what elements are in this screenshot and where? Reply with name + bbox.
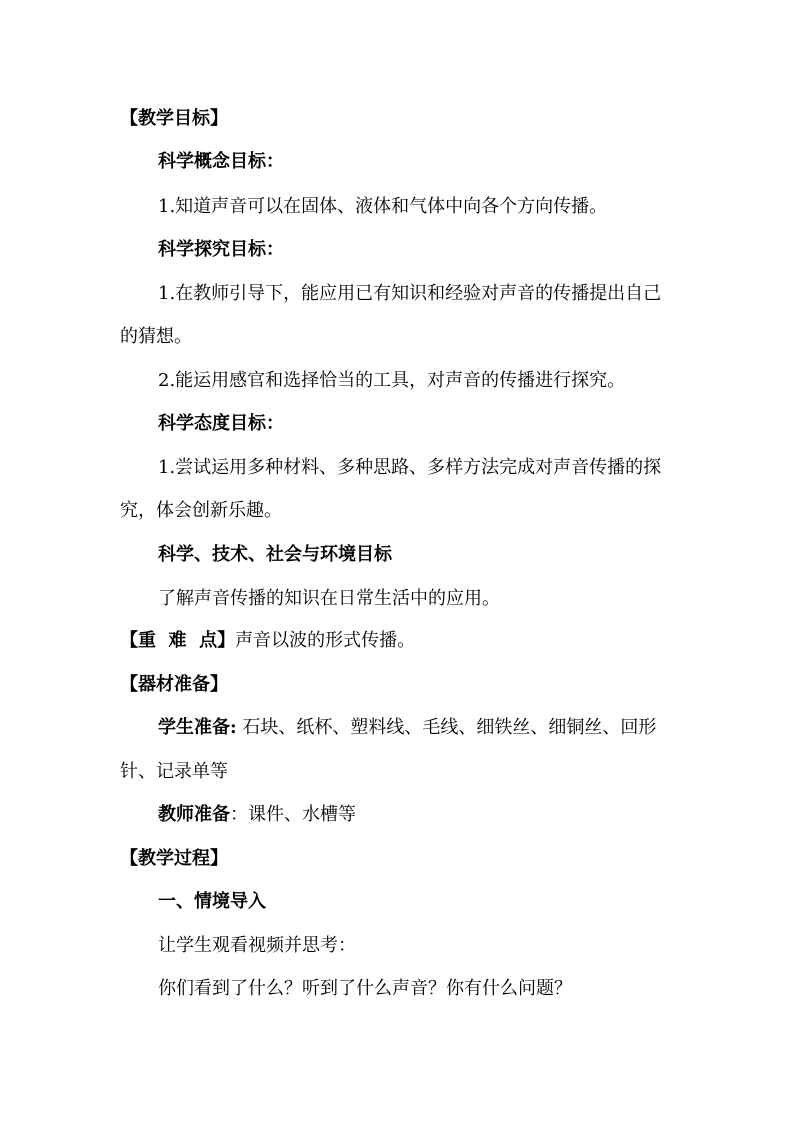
teacher-materials (158, 803, 356, 827)
inquiry-goal-item-1-line-2: 的猜想。 (120, 326, 192, 347)
attitude-goal-title: 科学态度目标： (158, 413, 284, 434)
heading-materials: 【器材准备】 (120, 674, 228, 695)
step-1-title: 一、情境导入 (158, 891, 266, 912)
inquiry-goal-item-2: 2.能运用感官和选择恰当的工具，对声音的传播进行探究。 (158, 370, 626, 391)
heading-teaching-process: 【教学过程】 (120, 848, 228, 869)
stse-goal-text: 了解声音传播的知识在日常生活中的应用。 (158, 588, 500, 609)
step-1-prompt: 让学生观看视频并思考： (158, 935, 356, 956)
key-difficult-point (120, 629, 415, 653)
student-materials-line-1 (158, 716, 656, 740)
key-difficult-point-text: 声音以波的形式传播。 (235, 630, 416, 651)
attitude-goal-item-1-line-1: 1.尝试运用多种材料、多种思路、多样方法完成对声音传播的探 (158, 457, 662, 478)
key-difficult-point-label: 【重 难 点】 (120, 630, 236, 651)
heading-teaching-goals: 【教学目标】 (120, 108, 228, 129)
step-1-question: 你们看到了什么？听到了什么声音？你有什么问题？ (158, 978, 572, 999)
student-materials-text: 石块、纸杯、塑料线、毛线、细铁丝、细铜丝、回形 (236, 717, 657, 738)
inquiry-goal-item-1-line-1: 1.在教师引导下，能应用已有知识和经验对声音的传播提出自己 (158, 283, 662, 304)
student-materials-label: 学生准备: (158, 717, 237, 738)
concept-goal-item-1: 1.知道声音可以在固体、液体和气体中向各个方向传播。 (158, 196, 608, 217)
inquiry-goal-title: 科学探究目标： (158, 239, 284, 260)
concept-goal-title: 科学概念目标： (158, 151, 284, 172)
attitude-goal-item-1-line-2: 究，体会创新乐趣。 (120, 500, 282, 521)
stse-goal-title: 科学、技术、社会与环境目标 (158, 544, 392, 565)
teacher-materials-text: ：课件、水槽等 (230, 804, 356, 825)
student-materials-line-2: 针、记录单等 (120, 761, 228, 782)
teacher-materials-label: 教师准备 (158, 804, 230, 825)
